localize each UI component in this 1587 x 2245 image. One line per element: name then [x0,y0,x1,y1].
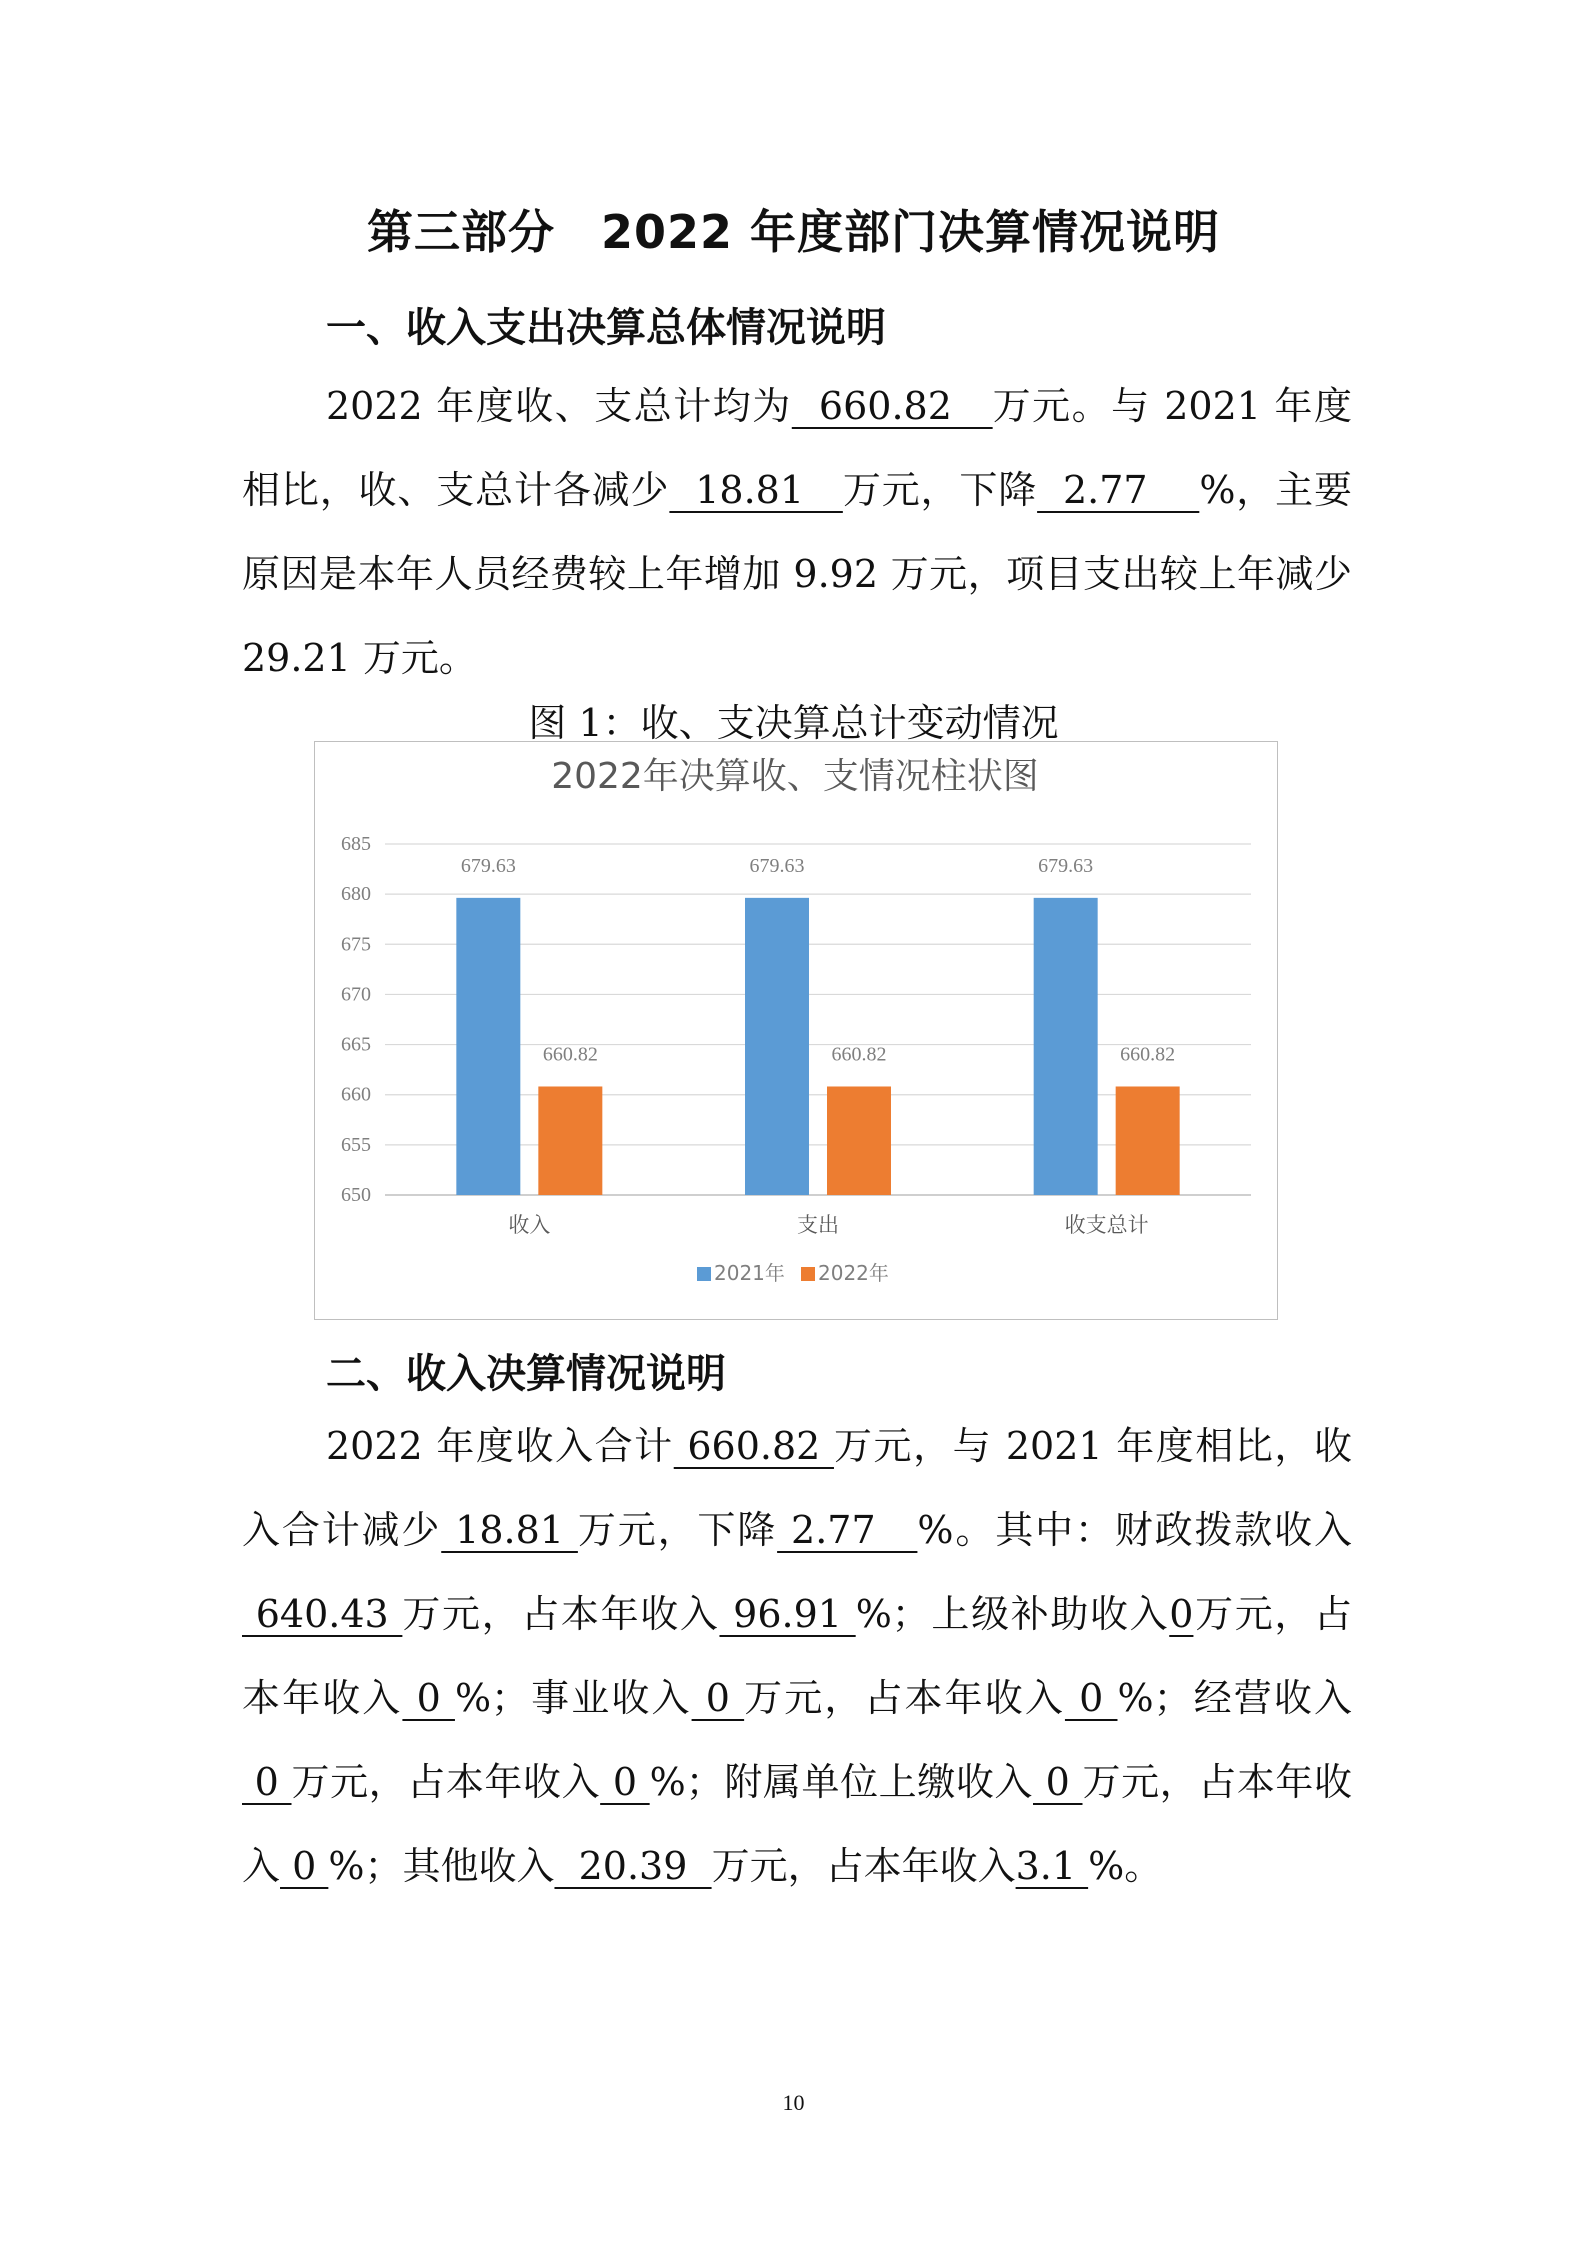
title-part: 第三部分 [366,205,555,259]
bar-2021年 [1034,898,1098,1195]
chart-title: 2022年决算收、支情况柱状图 [551,756,1039,797]
data-label: 679.63 [1038,854,1094,877]
y-tick-label: 650 [341,1184,371,1206]
data-label: 679.63 [460,854,516,877]
bar-2021年 [456,898,520,1195]
paragraph-income: 2022 年度收入合计 660.82 万元，与 2021 年度相比，收入合计减少 18.81 万元，下降 2.77 %。其中：财政拨款收入 640.43 万元，占本年收入 96.91 %；上级补助收入0万元，占本年收入 0 %；事业收入 0 万元，占本年收入 0 %；经营收入 0 万元，占本年收入 0 %；附属单位上缴收入 0 万元，占本年收入 0 %；其他收入 20.39 万元，占本年收入3.1 %。 [242,1424,1352,1888]
title-text: 2022 年度部门决算情况说明 [600,205,1221,259]
x-tick-label: 收支总计 [1064,1213,1149,1237]
chart-frame [314,741,1278,1320]
decrease-percent: 2.77 [1037,468,1200,512]
y-tick-label: 665 [341,1033,371,1056]
total-2022-value: 660.82 [791,384,993,428]
x-tick-label: 支出 [797,1213,839,1237]
bar-2022年 [827,1086,891,1195]
y-tick-label: 655 [341,1133,371,1156]
y-tick-label: 685 [341,833,371,855]
legend-swatch [801,1267,815,1281]
data-label: 660.82 [1120,1043,1176,1066]
figure-caption: 图 1：收、支决算总计变动情况 [528,701,1059,745]
data-label: 679.63 [749,854,805,877]
page-number: 10 [782,2090,805,2115]
y-tick-label: 675 [341,933,371,956]
decrease-value: 18.81 [669,468,843,512]
bar-2021年 [745,898,809,1195]
legend-label: 2022年 [818,1261,889,1285]
bar-chart [315,742,1276,1318]
data-label: 660.82 [831,1043,887,1066]
legend-swatch [697,1267,711,1281]
bar-2022年 [1116,1086,1180,1195]
legend-label: 2021年 [714,1261,785,1285]
x-tick-label: 收入 [508,1213,551,1237]
data-label: 660.82 [542,1043,598,1066]
section-heading-2: 二、收入决算情况说明 [326,1351,726,1397]
y-tick-label: 670 [341,983,371,1006]
y-tick-label: 660 [341,1083,371,1106]
y-tick-label: 680 [341,883,371,906]
bar-2022年 [538,1086,602,1195]
page-title [0,196,1587,262]
paragraph-overall: 2022 年度收、支总计均为 660.82 万元。与 2021 年度相比，收、支总计各减少 18.81 万元，下降 2.77 %，主要原因是本年人员经费较上年增加 9.92 万元，项目支出较上年减少 29.21 万元。 [242,384,1352,680]
section-heading-1: 一、收入支出决算总体情况说明 [326,305,886,351]
